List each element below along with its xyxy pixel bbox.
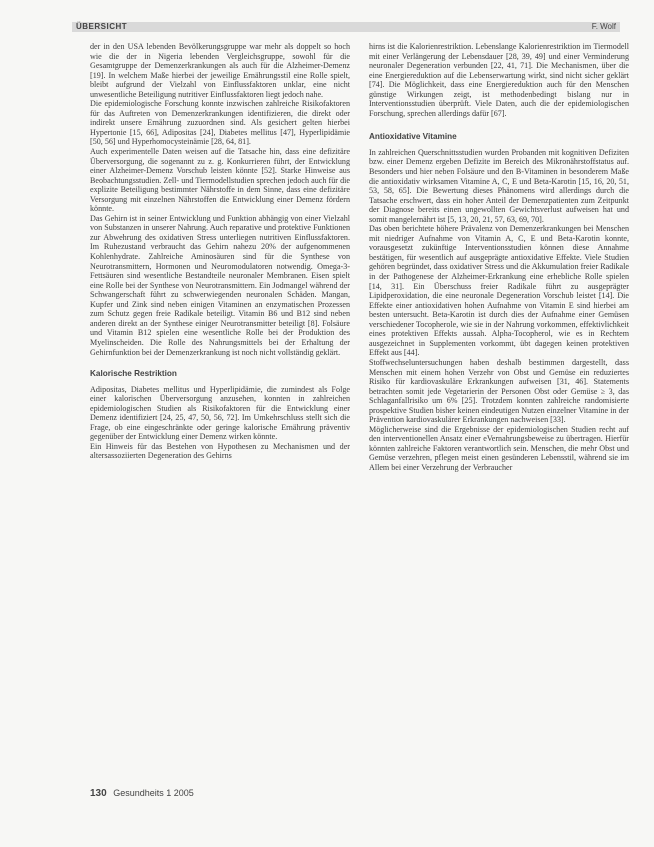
section-label: ÜBERSICHT (76, 22, 128, 31)
paragraph: Auch experimentelle Daten weisen auf die Tatsache hin, dass eine defizitäre Überversorgung, die sogenannt zu z. g. Konkurrieren führt, der Entwicklung einer Alzheimer-Demenz Vorschub leisten könnte [52]. Starke Hinweise aus Beobachtungsstudien. Zell- und Tiermodellstudien sprechen jedoch auch für die explizite Beteiligung bestimmter Nährstoffe in dem Sinne, dass eine defizitäre Versorgung mit einzelnen Nährstoffen die Entwicklung einer Demenz fördern könnte. (90, 147, 350, 214)
paragraph: Das oben berichtete höhere Prävalenz von Demenzerkrankungen bei Menschen mit niedriger Aufnahme von Vitamin A, C, E und Beta-Karotin konnte, vorausgesetzt zukünftige Interventionsstudien können diese Annahme bestätigen, für wesentlich auf ausgeprägte antioxidative Effekte. Viele Studien gehören begründet, dass oxidativer Stress und die Akkumulation freier Radikale in der Pathogenese der Alzheimer-Erkrankung eine erhebliche Rolle spielen [14, 31]. Ein Überschuss freier Radikale führt zu ausgeprägter Lipidperoxidation, die eine neuronale Degeneration Vorschub leistet [14]. Die Effekte einer antioxidativen hohen Aufnahme von Vitamin E sind hierbei am besten untersucht. Beta-Karotin ist durch dies der Aufnahme einer Gemüsen verschiedener Tocopherole, wie sie in der Nahrung vorkommen, effektivlichkeit eines protektiven Effekts aussah. Alpha-Tocopherol, wie es in Rechtem ausgezeichnet in Supplementen vorkommt, übt dagegen keinen protektiven Effekt aus [44]. (369, 224, 629, 358)
paragraph: der in den USA lebenden Bevölkerungsgruppe war mehr als doppelt so hoch wie die der in Nigeria lebenden Vergleichsgruppe, sowohl für die Gesamtgruppe der Demenzerkrankungen als auch für die Alzheimer-Demenz [19]. In welchem Maße hierbei der jeweilige Ernährungsstil eine Rolle spielt, bleibt aufgrund der Vielzahl von Einflussfaktoren unklar, eine nicht unwesentliche Beteiligung nutritiver Einflussfaktoren liegt jedoch nahe. (90, 42, 350, 99)
page-footer (90, 788, 194, 799)
paragraph: Stoffwechseluntersuchungen haben deshalb bestimmen dargestellt, dass Menschen mit einem hohen Verzehr von Obst und Gemüse ein reduziertes Risiko für kardiovaskuläre Erkrankungen aufweisen [31, 46]. Statements betrachten somit jede Vegetarierin der Personen Obst oder Gemüse ≥ 3, das Schlaganfallrisiko um 6% [25]. Trotzdem konnten zahlreiche randomisierte prospektive Studien bisher keinen eindeutigen Nutzen einzelner Vitamine in der Prävention kardiovaskulärer Erkrankungen nachweisen [33]. (369, 357, 629, 425)
page-header (72, 22, 620, 32)
journal-label: Gesundheits 1 2005 (113, 788, 194, 798)
paragraph: hirns ist die Kalorienrestriktion. Lebenslange Kalorienrestriktion im Tiermodell mit einer Verlängerung der Lebensdauer [28, 39, 49] und einer Verminderung neuronaler Degeneration verbunden [22, 41, 71]. Die Mechanismen, über die eine Energiereduktion auf die Lebenserwartung wirkt, sind nicht sicher geklärt [74]. Die Möglichkeit, dass eine Energiereduktion auch für den Menschen günstige Wirkungen zeigt, ist methodenbedingt bislang nur in Interventionsstudien überprüft. Viele Daten, auch die der epidemiologischen Forschung, sprechen allerdings dafür [67]. (369, 42, 629, 118)
paragraph: Möglicherweise sind die Ergebnisse der epidemiologischen Studien recht auf den interventionellen Ansatz einer eVernahrungsbeweise zu übertragen. Hierfür könnten zahlreiche Faktoren verantwortlich sein. Menschen, die mehr Obst und Gemüse verzehren, pflegen meist einen gesünderen Lebensstil, während sie im Allem bei einer Verzehrung der Verbraucher (369, 424, 629, 472)
paragraph: Ein Hinweis für das Bestehen von Hypothesen zu Mechanismen und der altersassoziierten Degeneration des Gehirns (90, 441, 350, 461)
paragraph: In zahlreichen Querschnittsstudien wurden Probanden mit kognitiven Defiziten bzw. einer Demenz ergeben Defizite im Bereich des Mikronährstoffstatus auf. Besonders und hier neben Folsäure und den B-Vitaminen in besonderem Maße die antioxidativ wirksamen Vitamine A, C, E und Beta-Karotin [15, 16, 20, 51, 53, 58, 65]. Die Bewertung dieses Phänomens wird allerdings durch die Tatsache erschwert, dass ein hoher Anteil der Demenzpatienten zum Zeitpunkt der Diagnose bereits einen ungewollten Gewichtsverlust aufweisen hat und somit mangelernährt ist [5, 13, 20, 21, 57, 63, 69, 70]. (369, 147, 629, 224)
paragraph: Die epidemiologische Forschung konnte inzwischen zahlreiche Risikofaktoren für das Auftreten von Demenzerkrankungen identifizieren, die direkt oder indirekt unsere Ernährung zuzuordnen sind. Als gesichert gelten hierbei Hypertonie [15, 66], Adipositas [24], Diabetes mellitus [47], Hyperlipidämie [50, 56] und Hyperhomocysteinämie [28, 64, 81]. (90, 99, 350, 147)
paragraph: Das Gehirn ist in seiner Entwicklung und Funktion abhängig von einer Vielzahl von Substanzen in unserer Nahrung. Auch reparative und protektive Funktionen zur Abwehrung des oxidativen Stress unterliegen nutritiven Einflussfaktoren. Im Ruhezustand verbraucht das Gehirn nahezu 20% der aufgenommenen Kohlenhydrate. Zahlreiche Aminosäuren sind für die Synthese von Neurotransmittern, Hormonen und Neuromodulatoren notwendig. Omega-3-Fettsäuren sind wesentliche Bestandteile neuronaler Membranen. Eisen spielt eine Rolle bei der Synthese von Neurotransmittern. Ein Jodmangel während der Schwangerschaft führt zu schwerwiegenden neuronalen Schäden. Mangan, Kupfer und Zink sind neben einigen Vitaminen an enzymatischen Prozessen zum Schutz gegen freie Radikale beteiligt. Vitamin B6 und B12 sind neben anderen direkt an der Synthese einiger Neurotransmitter beteiligt [8]. Folsäure und Vitamin B12 spielen eine wesentliche Rolle bei der Produktion des Myelinscheiden. Die Rolle des Nahrungsmittels bei der Erhaltung der Gehirnfunktion bei der Demenzerkrankung ist noch nicht vollständig geklärt. (90, 213, 350, 357)
right-column (369, 42, 629, 473)
paragraph: Adipositas, Diabetes mellitus und Hyperlipidämie, die zumindest als Folge einer kalorischen Überversorgung anzusehen, konnten in zahlreichen epidemiologischen Studien als Risikofaktoren für die Entwicklung einer Demenz identifiziert [24, 25, 47, 50, 56, 72]. Im Umkehrschluss stellt sich die Frage, ob eine eingeschränkte oder geringe kalorische Ernährung präventiv gegenüber der Entwicklung einer Demenz wirken könnte. (90, 384, 350, 442)
left-column (90, 42, 350, 461)
page-number: 130 (90, 788, 107, 799)
section-heading: Antioxidative Vitamine (369, 132, 457, 142)
author-label: F. Wolf (591, 22, 616, 31)
section-heading: Kalorische Restriktion (90, 369, 177, 379)
